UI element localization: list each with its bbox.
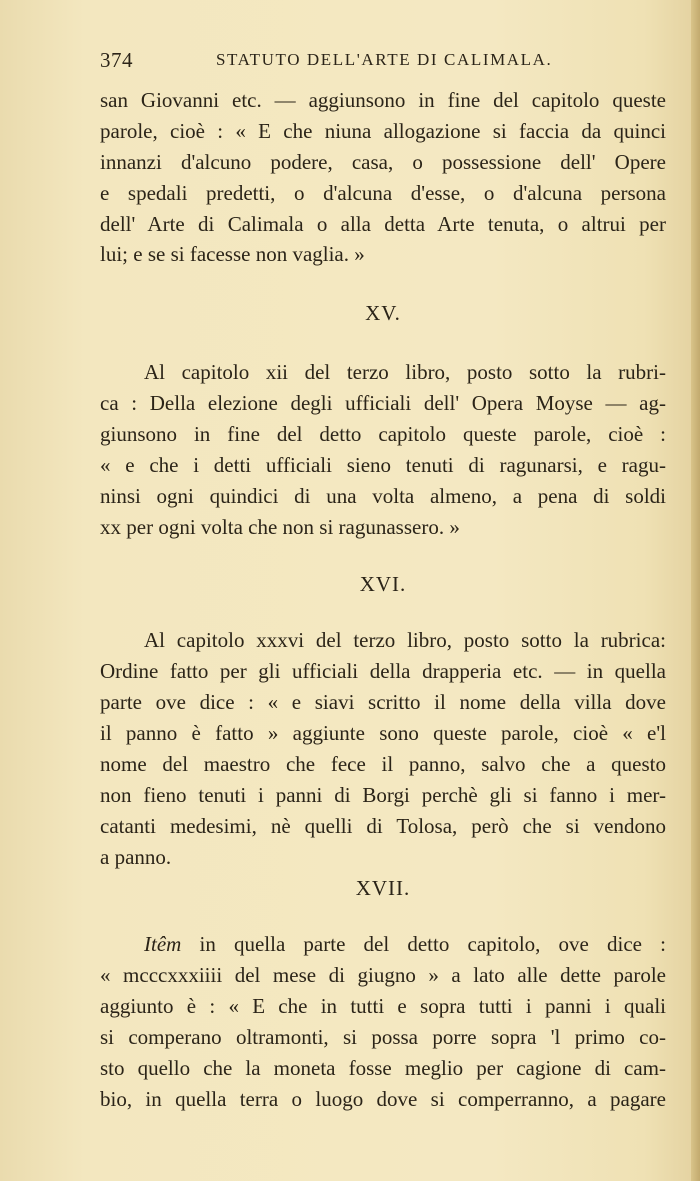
text-line: parole, cioè : « E che niuna allogazione si faccia da quinci xyxy=(100,118,666,143)
running-title: STATUTO DELL'ARTE DI CALIMALA. xyxy=(216,50,553,69)
intro-paragraph xyxy=(100,85,666,270)
text-line xyxy=(100,929,666,960)
text-line: ninsi ogni quindici di una volta almeno, a pena di soldi xyxy=(100,483,666,508)
section-heading-xv: XV. xyxy=(365,301,401,326)
text-line: a panno. xyxy=(100,844,172,869)
paragraph-xv xyxy=(100,357,666,542)
section-heading-xvi: XVI. xyxy=(359,571,407,596)
text-line: sto quello che la moneta fosse meglio per cagione di cam- xyxy=(100,1056,666,1081)
text-line: san Giovanni etc. — aggiunsono in fine del capitolo queste xyxy=(100,88,666,112)
page-edge xyxy=(691,0,700,1181)
text-line: giunsono in fine del detto capitolo queste parole, cioè : xyxy=(100,422,666,447)
text-line: innanzi d'alcuno podere, casa, o possessione dell' Opere xyxy=(100,149,666,174)
paragraph-xvi xyxy=(100,625,666,872)
text-line: bio, in quella terra o luogo dove si comperranno, a pagare xyxy=(100,1086,666,1111)
text-line: dell' Arte di Calimala o alla detta Arte tenuta, o altrui per xyxy=(100,211,666,236)
text-line: il panno è fatto » aggiunte sono queste parole, cioè « e'l xyxy=(100,721,666,746)
section-heading-xvii: XVII. xyxy=(355,875,411,900)
page-header xyxy=(100,48,670,78)
text-line: e spedali predetti, o d'alcuna d'esse, o d'alcuna persona xyxy=(100,180,666,205)
line-rest: in quella parte del detto capitolo, ove dice : xyxy=(181,932,666,957)
text-line: ca : Della elezione degli ufficiali dell' Opera Moyse — ag- xyxy=(100,391,666,416)
text-line: nome del maestro che fece il panno, salvo che a questo xyxy=(100,752,666,777)
text-line: « mcccxxxiiii del mese di giugno » a lato alle dette parole xyxy=(100,963,666,988)
italic-word: Itêm xyxy=(144,932,182,957)
text-line: catanti medesimi, nè quelli di Tolosa, però che si vendono xyxy=(100,813,666,838)
text-line: Al capitolo xxxvi del terzo libro, posto sotto la rubrica: xyxy=(144,628,666,653)
paragraph-xvii xyxy=(100,929,666,1114)
text-line: aggiunto è : « E che in tutti e sopra tutti i panni i quali xyxy=(100,994,666,1019)
text-line: non fieno tenuti i panni di Borgi perchè gli si fanno i mer- xyxy=(100,782,666,807)
text-line: si comperano oltramonti, si possa porre sopra 'l primo co- xyxy=(100,1025,666,1050)
page-body xyxy=(100,85,666,1115)
text-line: lui; e se si facesse non vaglia. » xyxy=(100,242,365,267)
page-number: 374 xyxy=(100,48,133,72)
text-line: « e che i detti ufficiali sieno tenuti di ragunarsi, e ragu- xyxy=(100,452,666,477)
text-line: Ordine fatto per gli ufficiali della drapperia etc. — in quella xyxy=(100,659,666,684)
text-line: parte ove dice : « e siavi scritto il nome della villa dove xyxy=(100,690,666,715)
text-line: Al capitolo xii del terzo libro, posto sotto la rubri- xyxy=(144,360,666,385)
text-line: xx per ogni volta che non si ragunassero. » xyxy=(100,514,460,539)
